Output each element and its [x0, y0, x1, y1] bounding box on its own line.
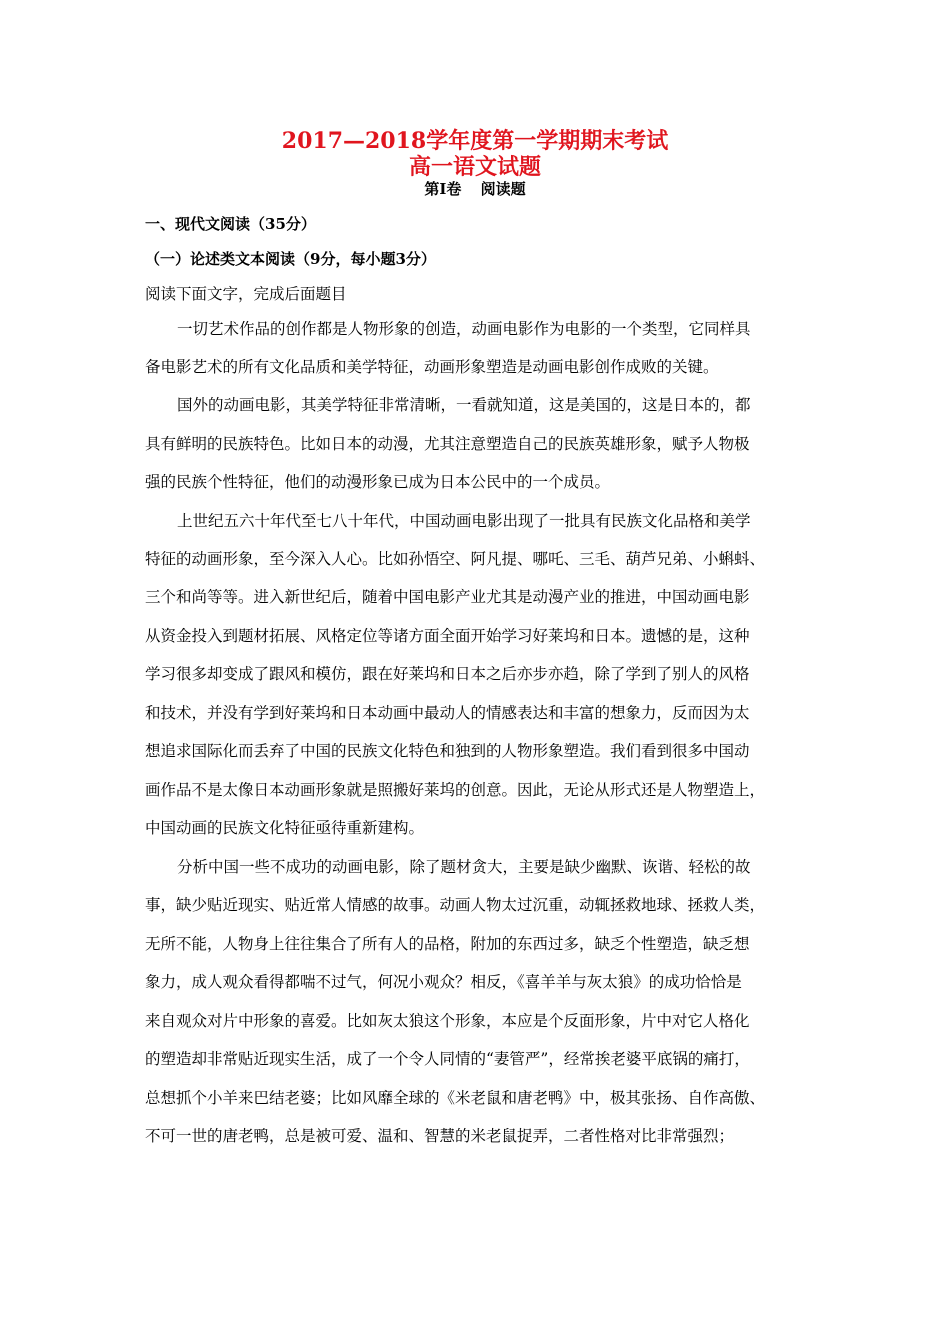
exam-subtitle: 高一语文试题 [408, 154, 541, 180]
passage-line: 无所不能，人物身上往往集合了所有人的品格，附加的东西过多，缺乏个性塑造，缺乏想 [145, 935, 750, 953]
passage-line: 三个和尚等等。进入新世纪后，随着中国电影产业尤其是动漫产业的推进，中国动画电影 [145, 588, 750, 606]
passage-line: 想追求国际化而丢弃了中国的民族文化特色和独到的人物形象塑造。我们看到很多中国动 [145, 742, 750, 760]
subsection-heading: （一）论述类文本阅读（9分，每小题3分） [145, 250, 436, 268]
passage-line: 一切艺术作品的创作都是人物形象的创造，动画电影作为电影的一个类型，它同样具 [177, 320, 751, 338]
passage-line: 分析中国一些不成功的动画电影，除了题材贪大，主要是缺少幽默、诙谐、轻松的故 [177, 858, 751, 876]
passage-line: 国外的动画电影，其美学特征非常清晰，一看就知道，这是美国的，这是日本的，都 [177, 396, 751, 414]
exam-title: 2017—2018学年度第一学期期末考试 [281, 128, 669, 154]
passage-line: 上世纪五六十年代至七八十年代，中国动画电影出现了一批具有民族文化品格和美学 [177, 512, 751, 530]
section-heading: 一、现代文阅读（35分） [145, 215, 316, 233]
passage-line: 特征的动画形象，至今深入人心。比如孙悟空、阿凡提、哪吒、三毛、葫芦兄弟、小蝌蚪、 [145, 550, 766, 568]
passage-line: 事，缺少贴近现实、贴近常人情感的故事。动画人物太过沉重，动辄拯救地球、拯救人类， [145, 896, 766, 914]
passage-line: 备电影艺术的所有文化品质和美学特征，动画形象塑造是动画电影创作成败的关键。 [145, 358, 719, 376]
passage-line: 强的民族个性特征，他们的动漫形象已成为日本公民中的一个成员。 [145, 473, 611, 491]
passage-line: 和技术，并没有学到好莱坞和日本动画中最动人的情感表达和丰富的想象力，反而因为太 [145, 704, 750, 722]
passage-line: 画作品不是太像日本动画形象就是照搬好莱坞的创意。因此，无论从形式还是人物塑造上， [145, 781, 766, 799]
passage-line: 总想抓个小羊来巴结老婆；比如风靡全球的《米老鼠和唐老鸭》中，极其张扬、自作高傲、 [145, 1089, 766, 1107]
passage-line: 中国动画的民族文化特征亟待重新建构。 [145, 819, 425, 837]
passage-line: 学习很多却变成了跟风和模仿，跟在好莱坞和日本之后亦步亦趋，除了学到了别人的风格 [145, 665, 750, 683]
passage-line: 来自观众对片中形象的喜爱。比如灰太狼这个形象，本应是个反面形象，片中对它人格化 [145, 1012, 750, 1030]
passage-line: 不可一世的唐老鸭，总是被可爱、温和、智慧的米老鼠捉弄，二者性格对比非常强烈； [145, 1127, 735, 1145]
passage-line: 从资金投入到题材拓展、风格定位等诸方面全面开始学习好莱坞和日本。遗憾的是，这种 [145, 627, 750, 645]
passage-line: 具有鲜明的民族特色。比如日本的动漫，尤其注意塑造自己的民族英雄形象，赋予人物极 [145, 435, 750, 453]
volume-title: 第Ⅰ卷 阅读题 [424, 180, 526, 198]
reading-instruction: 阅读下面文字，完成后面题目 [145, 285, 347, 303]
passage-line: 的塑造却非常贴近现实生活，成了一个令人同情的“妻管严”，经常挨老婆平底锅的痛打， [145, 1050, 750, 1068]
passage-line: 象力，成人观众看得都喘不过气，何况小观众？相反，《喜羊羊与灰太狼》的成功恰恰是 [145, 973, 742, 991]
